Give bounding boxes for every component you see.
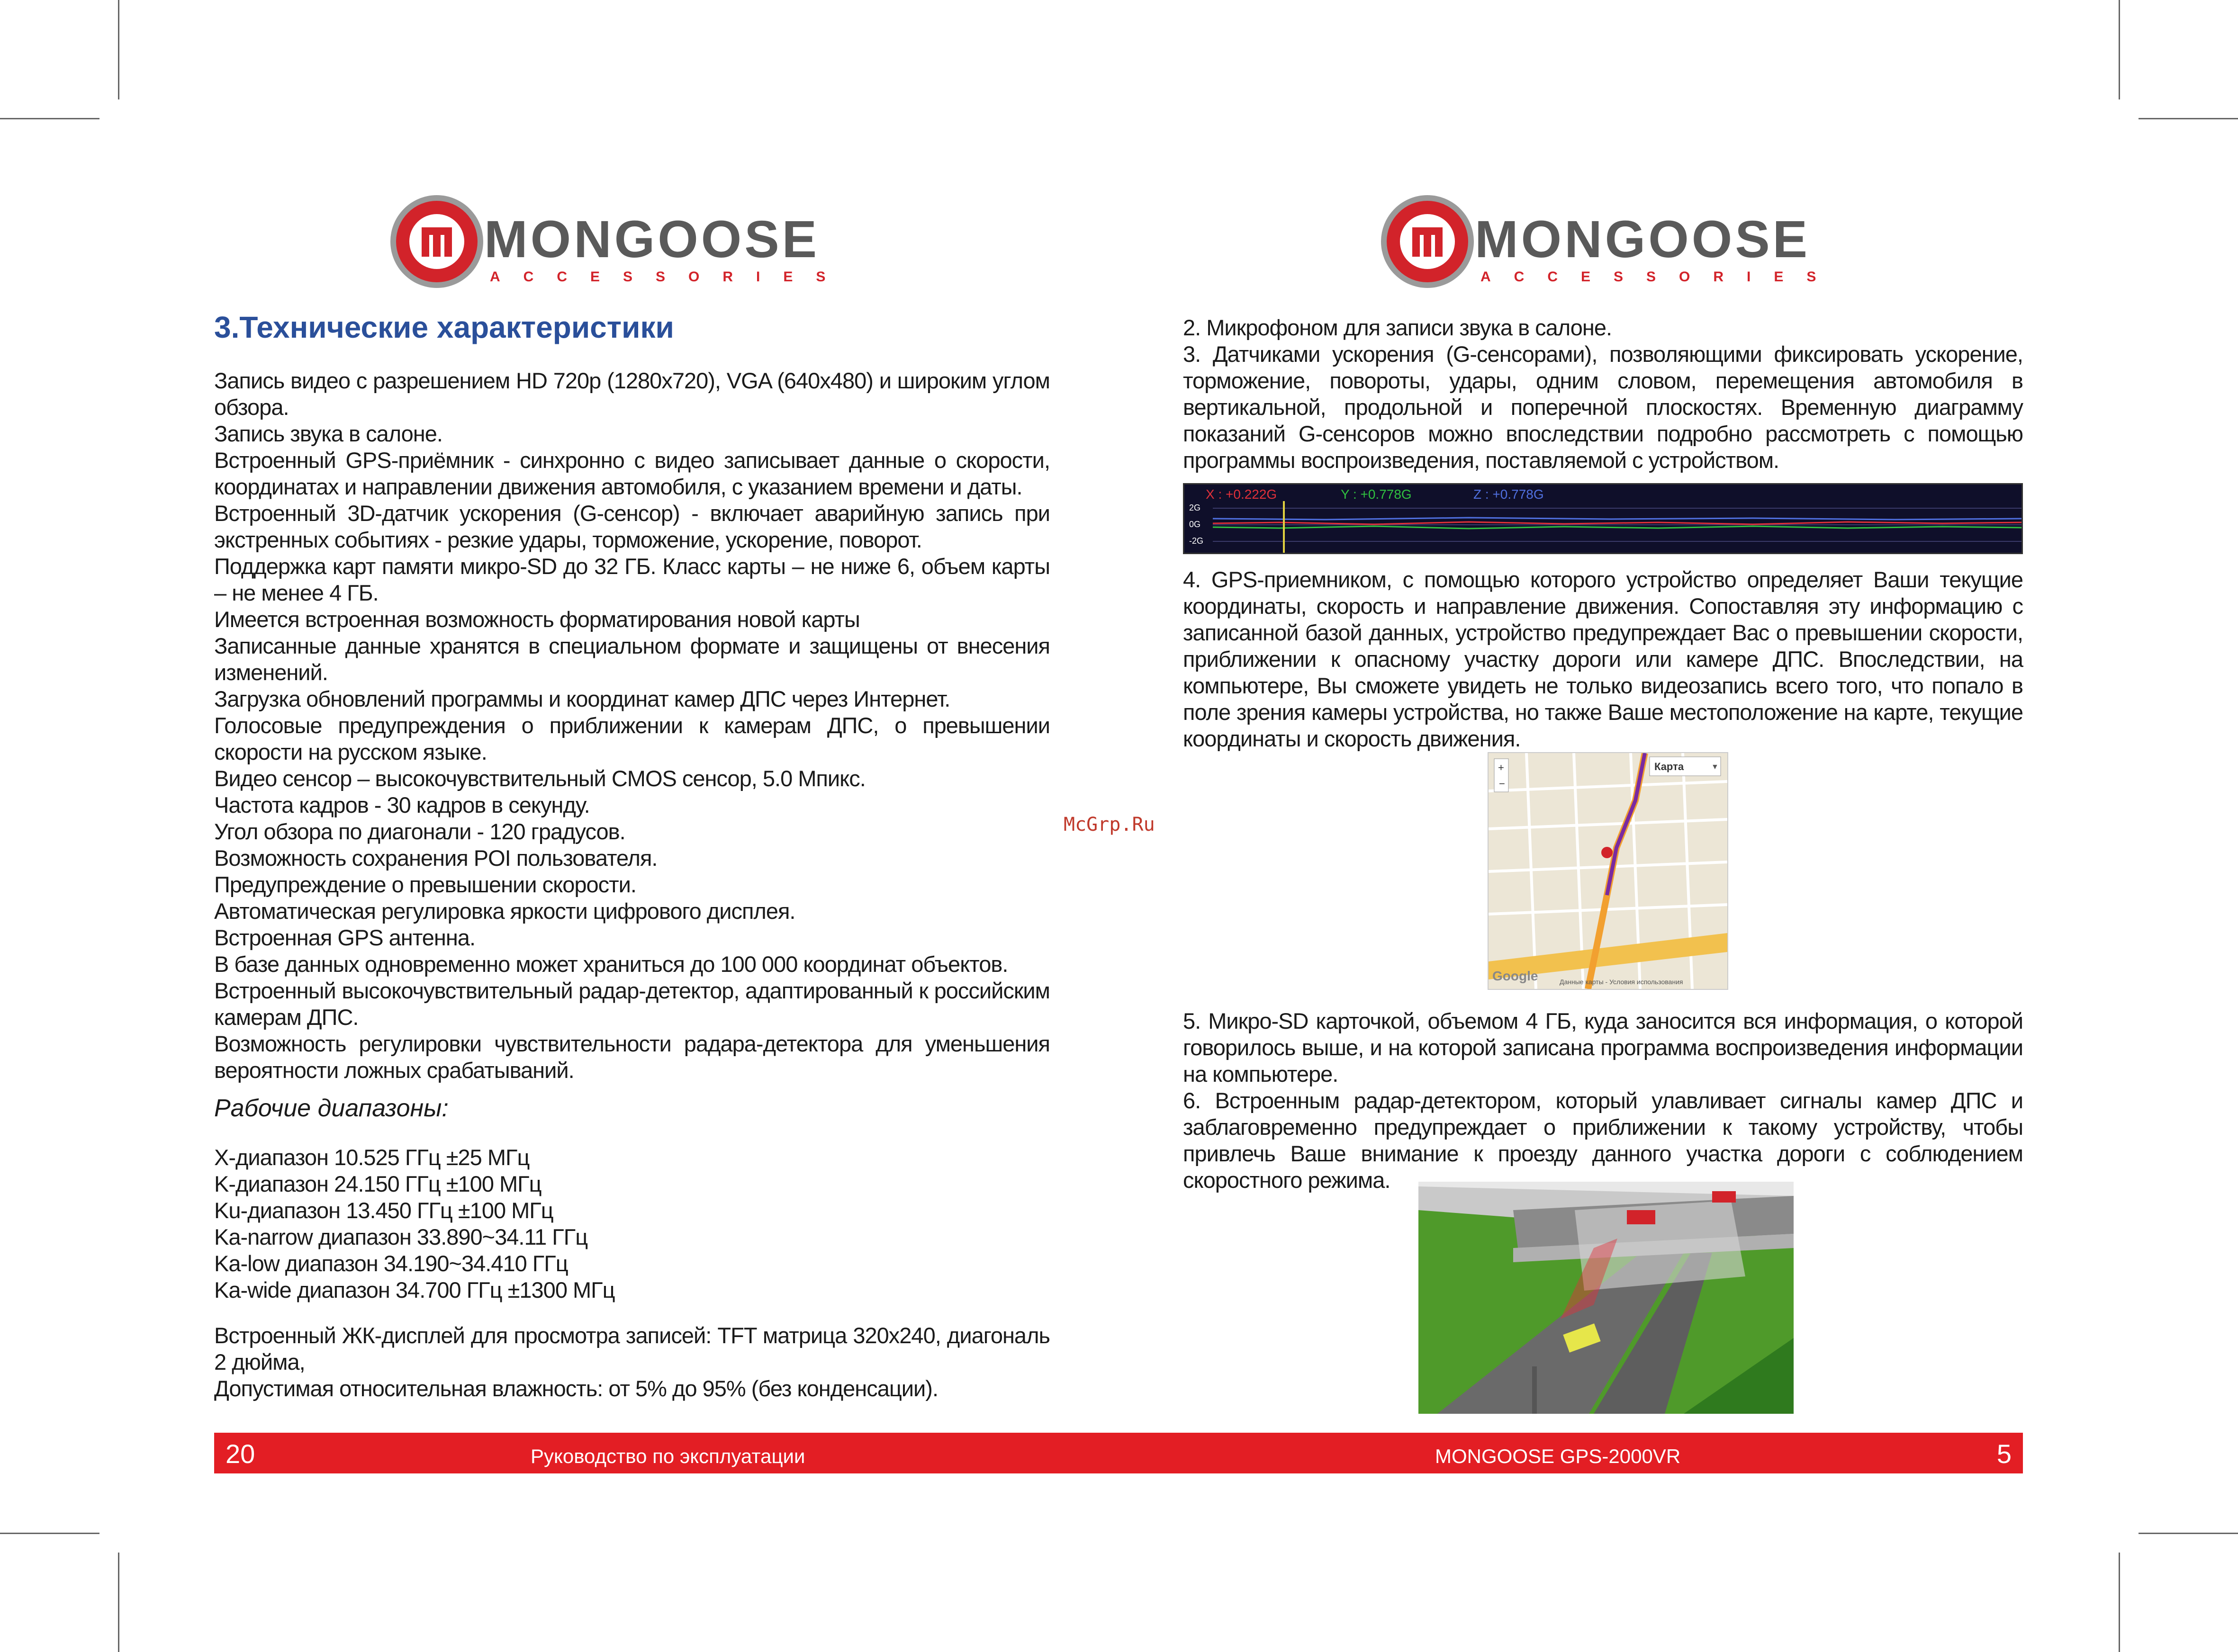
spec-paragraph: Встроенный ЖК-дисплей для просмотра записей: TFT матрица 320x240, диагональ 2 дюйма, (214, 1323, 1050, 1374)
spec-paragraph: Возможность регулировки чувствительности радара-детектора для уменьшения вероятности ложных срабатываний. (214, 1031, 1050, 1083)
specs-column (214, 368, 1050, 1402)
footer-model: MONGOOSE GPS-2000VR (1435, 1445, 1681, 1467)
section-title: 3.Технические характеристики (214, 310, 674, 344)
feature-paragraph: 2. Микрофоном для записи звука в салоне. (1183, 315, 1612, 340)
ranges-title: Рабочие диапазоны: (214, 1095, 449, 1122)
range-item: X-диапазон 10.525 ГГц ±25 МГц (214, 1145, 530, 1170)
spec-paragraph: Допустимая относительная влажность: от 5% до 95% (без конденсации). (214, 1376, 939, 1401)
brand-logo (389, 189, 863, 303)
gsensor-tick: 2G (1189, 503, 1201, 512)
map-terms: Данные карты - Условия использования (1560, 978, 1683, 986)
location-pin-icon (1601, 847, 1613, 858)
feature-paragraph: 6. Встроенным радар-детектором, который улавливает сигналы камер ДПС и заблаговременно предупреждает о приближении к такому устройству, чтобы привлечь Ваше внимание к проезду данного участка дороги с соблюдением скоростного режима. (1183, 1088, 2023, 1193)
google-label: Google (1492, 969, 1538, 983)
spec-paragraph: Видео сенсор – высокочувствительный CMOS сенсор, 5.0 Мпикс. (214, 766, 866, 791)
features-column-top (1183, 314, 2023, 474)
range-item: Ka-wide диапазон 34.700 ГГц ±1300 МГц (214, 1277, 615, 1302)
brand-sub: ACCESSORIES (490, 269, 849, 285)
watermark: McGrp.Ru (1064, 814, 1155, 835)
gsensor-x-label: X : +0.222G (1206, 487, 1277, 502)
page-number-right: 5 (1996, 1439, 2012, 1469)
footer-manual-title: Руководство по эксплуатации (531, 1445, 805, 1467)
svg-text:−: − (1499, 778, 1505, 790)
svg-text:+: + (1498, 762, 1504, 773)
ranges-list (214, 1144, 1050, 1303)
features-column-middle (1183, 566, 2023, 752)
spec-paragraph: Запись звука в салоне. (214, 421, 442, 446)
range-item: Ku-диапазон 13.450 ГГц ±100 МГц (214, 1198, 553, 1223)
gsensor-tick: 0G (1189, 520, 1201, 529)
radar-road-illustration (1418, 1182, 1794, 1414)
footer-bar (214, 1433, 2023, 1473)
logo-emblem-icon (1380, 189, 1475, 294)
spec-paragraph: Встроенный GPS-приёмник - синхронно с видео записывает данные о скорости, координатах и направлении движения автомобиля, с указанием времени и даты. (214, 448, 1050, 499)
logo-emblem-icon (389, 189, 484, 294)
brand-name: MONGOOSE (1475, 210, 1811, 269)
spec-paragraph: Предупреждение о превышении скорости. (214, 872, 636, 897)
spec-paragraph: Частота кадров - 30 кадров в секунду. (214, 792, 590, 817)
range-item: Ka-low диапазон 34.190~34.410 ГГц (214, 1251, 568, 1276)
spec-paragraph: Возможность сохранения POI пользователя. (214, 845, 658, 871)
gsensor-tick: -2G (1189, 536, 1204, 546)
spec-paragraph: Имеется встроенная возможность форматирования новой карты (214, 607, 860, 632)
spec-paragraph: Загрузка обновлений программы и координат камер ДПС через Интернет. (214, 686, 950, 711)
spec-paragraph: Автоматическая регулировка яркости цифрового дисплея. (214, 898, 795, 924)
spec-paragraph: Запись видео с разрешением HD 720p (1280x720), VGA (640x480) и широким углом обзора. (214, 368, 1050, 420)
spec-paragraph: Поддержка карт памяти микро-SD до 32 ГБ. Класс карты – не ниже 6, объем карты – не менее 4 ГБ. (214, 554, 1050, 605)
range-item: K-диапазон 24.150 ГГц ±100 МГц (214, 1171, 541, 1196)
spec-paragraph: Встроенный высокочувствительный радар-детектор, адаптированный к российским камерам ДПС. (214, 978, 1050, 1030)
brand-logo (1380, 189, 1854, 303)
range-item: Ka-narrow диапазон 33.890~34.11 ГГц (214, 1224, 588, 1249)
features-column-bottom (1183, 1008, 2023, 1194)
gsensor-graph (1183, 483, 2023, 554)
brand-sub: ACCESSORIES (1480, 269, 1840, 285)
brand-name: MONGOOSE (484, 210, 820, 269)
map-type-label: Карта (1654, 761, 1684, 772)
spec-paragraph: Угол обзора по диагонали - 120 градусов. (214, 819, 625, 844)
gsensor-z-label: Z : +0.778G (1473, 487, 1544, 502)
gps-map[interactable] (1488, 752, 1728, 990)
spec-paragraph: Голосовые предупреждения о приближении к камерам ДПС, о превышении скорости на русском языке. (214, 713, 1050, 764)
feature-paragraph: 3. Датчиками ускорения (G-сенсорами), позволяющими фиксировать ускорение, торможение, повороты, удары, одним словом, перемещения автомобиля в вертикальной, продольной и поперечной плоскостях. Временную диаграмму показаний G-сенсоров можно впоследствии подробно рассмотреть с помощью программы воспроизведения, поставляемой с устройством. (1183, 341, 2023, 473)
gsensor-y-label: Y : +0.778G (1341, 487, 1412, 502)
feature-paragraph: 4. GPS-приемником, с помощью которого устройство определяет Ваши текущие координаты, скорость и направление движения. Сопоставляя эту информацию с записанной базой данных, устройство предупреждает Вас о превышении скорости, приближении к опасному участку дороги или камере ДПС. Впоследствии, на компьютере, Вы сможете увидеть не только видеозапись всего того, что попало в поле зрения камеры устройства, но также Ваше местоположение на карте, текущие координаты и скорость движения. (1183, 567, 2023, 751)
chevron-down-icon: ▼ (1711, 763, 1719, 771)
page-number-left: 20 (226, 1439, 255, 1469)
spec-paragraph: Встроенная GPS антенна. (214, 925, 476, 950)
spec-paragraph: Встроенный 3D-датчик ускорения (G-сенсор) - включает аварийную запись при экстренных событиях - резкие удары, торможение, ускорение, поворот. (214, 501, 1050, 552)
feature-paragraph: 5. Микро-SD карточкой, объемом 4 ГБ, куда заносится вся информация, о которой говорилось выше, и на которой записана программа воспроизведения информации на компьютере. (1183, 1008, 2023, 1086)
spec-paragraph: В базе данных одновременно может храниться до 100 000 координат объектов. (214, 952, 1008, 977)
spec-paragraph: Записанные данные хранятся в специальном формате и защищены от внесения изменений. (214, 633, 1050, 685)
